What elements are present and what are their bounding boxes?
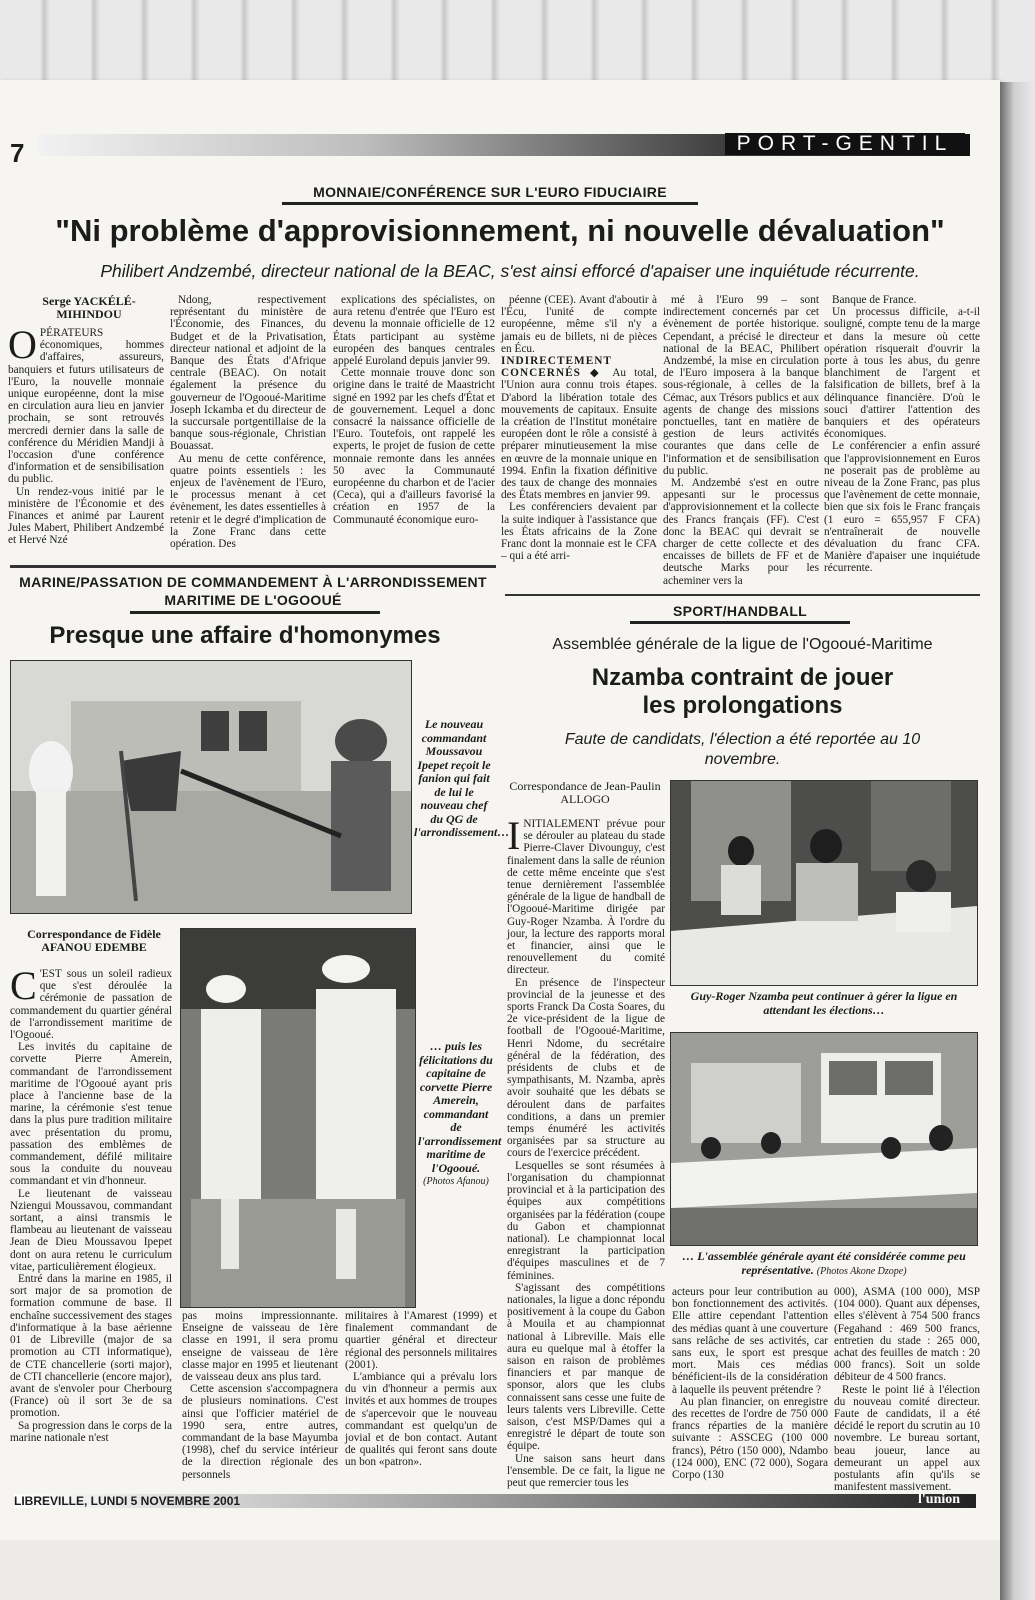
article1-subhead: INDIRECTEMENT CONCERNÉS ◆ [501,355,612,380]
handball-caption-2-text: … L'assemblée générale ayant été considérée comme peu représentative. [682,1249,966,1277]
article1-col4 [501,294,657,563]
footer-dateline: LIBREVILLE, LUNDI 5 NOVEMBRE 2001 [14,1494,241,1508]
article1-col6-p1: Banque de France. [832,294,917,306]
marine-photo-2 [180,928,416,1308]
article3-col2-p1: acteurs pour leur contribution au bon fonctionnement des activités. Elle attire cependant l'attention des médias quant à une couverture sans relâche de ses activités, car sans eux, le sport est presque mort. Mais ces médias bénéficient-ils de la considération à laquelle ils peuvent prétendre ? [672,1286,828,1396]
article3-col2-p2: Au plan financier, on enregistre des recettes de l'ordre de 750 000 francs réparties de la manière suivante : ASSCEG (100 000 francs), Pétro (150 000), Ndambo (124 000), ENC (72 000), Sogara Corpo (130 [672,1395,828,1482]
article1-col3-p1: explications des spécialistes, on aura retenu d'entrée que l'Euro est devenu la monnaie officielle de 12 États participant au système européen des banques centrales appelé Euroland depuis janvier 99. [333,294,495,368]
handball-photo-credit: (Photos Akone Dzope) [816,1265,907,1277]
article1-col6-p2: Un processus difficile, a-t-il souligné, compte tenu de la marge et dans la mesure où cette opération risquerait d'ouvrir la porte à tous les abus, du genre blanchiment de l'argent et falsification de billets, bref à la délinquance financière. D'où le souci d'attirer l'attention des banquiers et des opérateurs économiques. [824,306,980,441]
article1-col6 [824,294,980,575]
marine-photo-credit: (Photos Afanou) [423,1176,489,1187]
handball-photo-2-image [671,1033,977,1245]
article2-col2 [182,1310,338,1488]
footer-brand: l'union [918,1492,961,1507]
page-number: 7 [10,138,25,168]
handball-photo-1-image [671,781,977,985]
article2-col2-p2: Cette ascension s'accompagnera de plusieurs nominations. C'est ainsi que l'officier matériel de 1990 sera, entre autres, commandant de la base Mayumba (1998), chef du service intérieur de la direction régionale des personnels [182,1383,338,1481]
article1-col3 [333,294,495,563]
article3-col1-p2: En présence de l'inspecteur provincial de la jeunesse et des sports Franck Da Costa Soares, du 2e vice-président de la ligue de football de l'Ogooué-Maritime, Henri Ndome, du secrétaire général de la fédération, des présidents de clubs et de sympathisants, M. Nzamba, après avoir souhaité que les débats se déroulent dans de parfaites conditions, a dans un premier temps énuméré les activités organisées par sa structure au cours de l'exercice précédent. [507,976,665,1160]
article2-kicker: MARINE/PASSATION DE COMMANDEMENT À L'ARRONDISSEMENT MARITIME DE L'OGOOUÉ [19,574,487,608]
article3-deck: Faute de candidats, l'élection a été reportée au 10 novembre. [564,731,921,768]
article3-kicker: SPORT/HANDBALL [672,603,808,619]
article1-deck: Philibert Andzembé, directeur national de la BEAC, s'est ainsi efforcé d'apaiser une inquiétude récurrente. [100,261,920,281]
article2-col3-p2: L'ambiance qui a prévalu lors du vin d'honneur a permis aux invités et aux hommes de troupes de s'apercevoir que le nouveau commandant est quelqu'un de jovial et de bon contact. Autant de qualités qui feront sans doute un bon «patron». [345,1371,497,1469]
article1-col1-p2: Un rendez-vous initié par le ministère de l'Économie et des Finances et animé par Laurent Jules Mabert, Philibert Andzembé et Hervé Nzé [8,485,164,547]
article1-headline: "Ni problème d'approvisionnement, ni nouvelle dévaluation" [55,213,945,248]
marine-caption-2: … puis les félicitations du capitaine de corvette Pierre Amerein, commandant de l'arrondissement maritime de l'Ogooué. [418,1039,502,1175]
article2-top-rule [10,565,496,568]
article1-col5 [663,294,819,587]
article1-col2-p2: Au menu de cette conférence, quatre points essentiels : les enjeux de l'avènement de l'Euro, le processus menant à cet évènement, les dates essentielles à retenir et le degré d'implication de la Zone Franc dans cette opération. Des [170,452,326,551]
handball-photo-1 [670,780,978,986]
handball-photo-2 [670,1032,978,1246]
scan-top-strip [0,0,1035,82]
article3-col1-p1: NITIALEMENT prévue pour se dérouler au plateau du stade Pierre-Claver Divounguy, c'est finalement dans la salle de réunion de cette même enceinte que s'est tenue dernièrement l'assemblée générale de la ligue de handball de l'Ogooué-Maritime dirigée par Guy-Roger Nzamba. À l'ordre du jour, la lecture des rapports moral et financier, ainsi que le renouvellement du comité directeur. [507,818,665,977]
article1-kicker-rule [282,202,698,205]
article1-col5-p2: M. Andzembé s'est en outre appesanti sur le processus d'approvisionnement et la collecte des Francs français (FF). C'est donc la BEAC qui devrait se charger de cette collecte et des encaisses de billets de FF et de deutsche Marks pour les acheminer vers la [663,477,819,587]
article3-col3 [834,1286,980,1494]
article3-col1-p5: Une saison sans heurt dans l'ensemble. De ce fait, la ligue ne peut que remercier tous les [507,1452,665,1489]
article3-dropcap: I [507,813,521,858]
article2-col1-p1: 'EST sous un soleil radieux que s'est déroulée la cérémonie de passation de commandement du quartier général de l'arrondissement maritime de l'Ogooué. [10,968,172,1042]
section-name: PORT-GENTIL [725,133,965,155]
article2-col3-p1: militaires à l'Amarest (1999) et finalement commandant de quartier général et directeur régional des personnels militaires (2001). [345,1310,497,1371]
article3-deck-top: Assemblée générale de la ligue de l'Ogooué-Maritime [552,636,933,653]
scan-right-edge [1000,82,1035,1600]
article2-headline: Presque une affaire d'homonymes [49,622,441,649]
article3-col1-p4: S'agissant des compétitions nationales, la ligue a donc répondu positivement à la coupe du Gabon à Mouila et au championnat national à Libreville. Mais elle aura eu quelque mal à étoffer la saison en raison de problèmes financiers et par manque de sponsor, alors que les clubs connaissent sans cesse une fuite de leurs talents vers Libreville. Cette saison, c'est MSP/Dames qui a enregistré le départ de toute son équipe. [507,1281,665,1453]
article2-col3 [345,1310,497,1488]
article3-col1 [507,813,665,1489]
article2-kicker-rule [130,611,380,614]
marine-photo-2-image [181,929,415,1307]
article3-col3-p2: Reste le point lié à l'élection du nouveau comité directeur. Faute de candidats, il a été décidé le report du scrutin au 10 novembre. Le bureau sortant, beau joueur, lance au demeurant un appel aux postulants afin qu'ils se manifestent massivement. [834,1383,980,1494]
article2-col1-p4: Entré dans la marine en 1985, il sort major de sa promotion de formation commune de base. Il enchaîne successivement des stages d'informatique à la base aérienne 01 de Libreville (major de sa promotion au CTI informatique), de CTE chancellerie (sorti major), de CTI chancellerie (encore major), avant de s'envoler pour Cherbourg (France) où il sort 3e de sa promotion. [10,1273,172,1420]
article1-col4-p2: Au total, l'Union aura connu trois étapes. D'abord la libération totale des mouvements de capitaux. Ensuite la création de l'Institut monétaire européen dont le rôle a consisté à préparer minutieusement la mise en œuvre de la monnaie unique en 1994. Enfin la fixation définitive des taux de change des monnaies des États membres en janvier 99. [501,367,657,502]
article2-col1-p3: Le lieutenant de vaisseau Nziengui Moussavou, commandant sortant, a ainsi transmis le flambeau au lieutenant de vaisseau Jean de Dieu Moussavou Ipepet dont on aura retenu le curriculum vitae, particulièrement élogieux. [10,1187,172,1273]
article1-col3-p2: Cette monnaie trouve donc son origine dans le traité de Maastricht signé en 1992 par les chefs d'État et de gouvernement. Lequel a donc consacré la naissance officielle de l'Euro. Toutefois, ont rappelé les experts, le projet de fusion de cette monnaie remonte dans les années 50 avec la Communauté européenne du charbon et de l'acier (Ceca), qui a d'ailleurs favorisé la création en 1957 de la Communauté économique euro- [333,367,495,526]
article2-byline: Correspondance de Fidèle AFANOU EDEMBE [27,927,161,954]
article1-col4-p3: Les conférenciers devaient par la suite indiquer à l'assistance que les États africains de la Zone Franc dont la monnaie est le CFA – qui a été arri- [501,501,657,563]
article2-dropcap: C [10,963,37,1008]
marine-photo-1 [10,660,412,914]
article1-col4-p1: péenne (CEE). Avant d'aboutir à l'Écu, l'unité de compte européenne, même s'il n'y a jamais eu de billets, ni de pièces en Écu. [501,294,657,355]
article3-headline-line2: les prolongations [642,692,843,719]
article2-col2-p1: pas moins impressionnante. Enseigne de vaisseau de 1ère classe en 1991, il sera promu enseigne de vaisseau de 1ère classe major en 1995 et lieutenant de vaisseau deux ans plus tard. [182,1310,338,1384]
article1-byline: Serge YACKÉLÉ-MIHINDOU [42,294,136,321]
handball-caption-2 [672,1250,976,1278]
article1-col1-p1: PÉRATEURS économiques, hommes d'affaires, assureurs, banquiers et futurs utilisateurs de l'Euro, la nouvelle monnaie unique européenne, dont la mise en circulation aura lieu en janvier prochain, se sont retrouvés mercredi dernier dans la salle de conférence du Méridien Mandji à l'occasion d'une conférence d'information et de sensibilisation du public. [8,327,164,486]
article1-col2-p1: Ndong, respectivement représentant du ministère de l'Économie, des Finances, du Budget et de la Privatisation, directeur national et adjoint de la Banque des États d'Afrique centrale (BEAC). On notait également la présence du gouverneur de l'Ogooué-Maritime Joseph Ickamba et du directeur de la succursale portgentillaise de la banque sous-régionale, Christian Bouassat. [170,294,326,453]
article1-col5-p1: mé à l'Euro 99 – sont indirectement concernés par cet évènement de portée historique. Cependant, a précisé le directeur national de la BEAC, Philibert Andzembé, la mise en circulation de l'Euro imposera à la banque sous-régionale, à celles de la Cémac, aux Trésors publics et aux agents de change des missions ponctuelles, tant en matière de gestion de leurs activités courantes que dans celle de l'information et de sensibilisation du public. [663,294,819,477]
article3-col2 [672,1286,828,1486]
article3-byline: Correspondance de Jean-Paulin ALLOGO [509,779,661,806]
article1-dropcap: O [8,322,37,367]
handball-caption-1: Guy-Roger Nzamba peut continuer à gérer la ligue en attendant les élections… [690,989,958,1017]
article2-col1-p2: Les invités du capitaine de corvette Pierre Amerein, commandant de l'arrondissement maritime de l'Ogooué ayant pris place à l'ancienne base de la marine, la cérémonie s'est tenue dans la plus pure tradition militaire avec présentation du promu, passation des emblèmes de commandement, défilé militaire sous la conduite du nouveau commandant et vin d'honneur. [10,1041,172,1188]
article1-kicker: MONNAIE/CONFÉRENCE SUR L'EURO FIDUCIAIRE [313,184,667,200]
scan-bottom-strip [0,1540,1000,1600]
article3-top-rule [505,594,980,596]
article3-col1-p3: Lesquelles se sont résumées à l'organisation du championnat provincial et à la participation des équipes aux compétitions organisées par la fédération (coupe du Gabon et championnat national). Le championnat local enregistrant la participation d'équipes masculines et de 7 féminines. [507,1159,665,1282]
article1-col1 [8,322,164,563]
article3-col3-p1: 000), ASMA (100 000), MSP (104 000). Quant aux dépenses, elles s'élèvent à 754 500 francs (Fegahand : 469 500 francs, entretien du stade : 265 000, achat des feuilles de match : 20 000 francs). Soit un solde débiteur de 4 500 francs. [834,1286,980,1384]
article1-col2 [170,294,326,563]
article3-kicker-rule [630,621,850,624]
article1-col6-p3: Le conférencier a enfin assuré que l'approvisionnement en Euros ne poserait pas de problème au niveau de la Zone Franc, pas plus que l'avènement de cette monnaie, bien que six fois le Franc français (1 euro = 655,957 F CFA) n'entraînerait de nouvelle dévaluation du franc CFA. Manière d'apaiser une inquiétude récurrente. [824,440,980,575]
article2-col1 [10,963,172,1478]
marine-photo-1-image [11,661,411,913]
article3-headline-line1: Nzamba contraint de jouer [591,664,894,691]
marine-caption-1: Le nouveau commandant Moussavou Ipepet reçoit le fanion qui fait de lui le nouveau chef du QG de l'arrondissement… [414,717,510,839]
article2-col1-p5: Sa progression dans le corps de la marine nationale n'est [10,1419,172,1444]
